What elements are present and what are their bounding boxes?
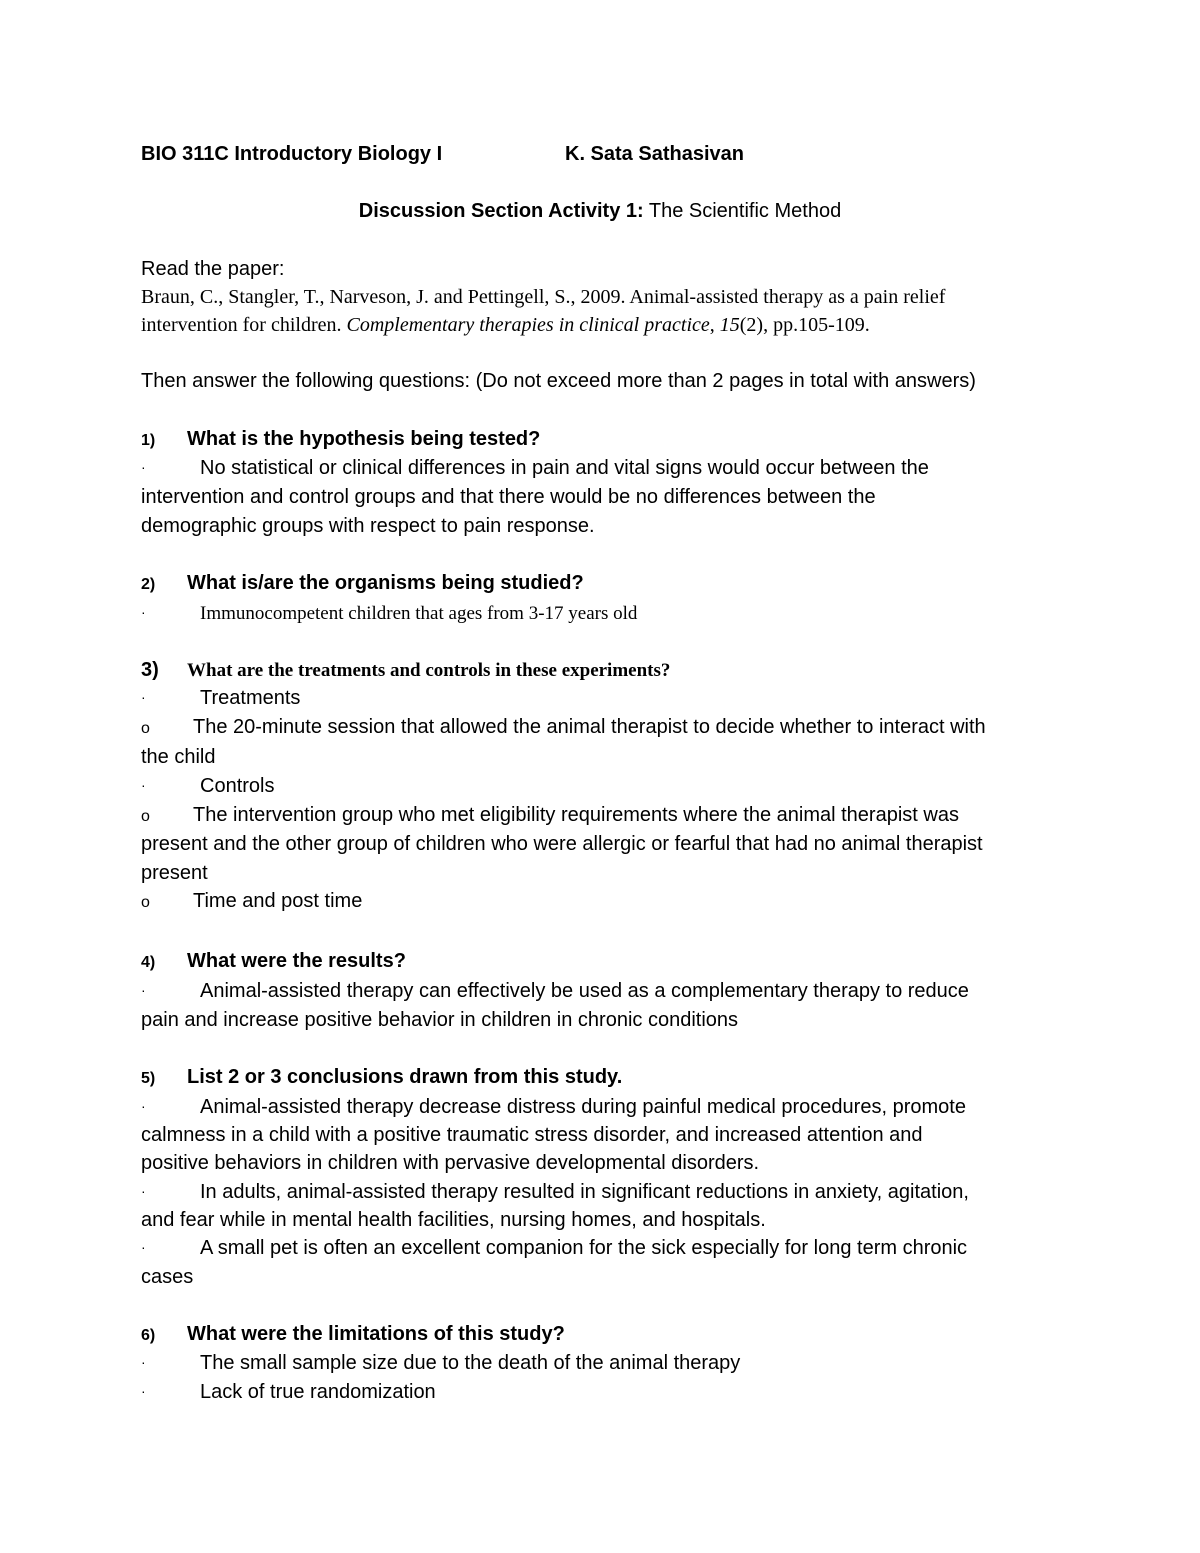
question-number: 3) [141,659,159,681]
bullet-dot: · [141,689,146,705]
question-5 [141,1065,622,1091]
question-text: What were the results? [187,950,406,972]
answer-1-line-3: demographic groups with respect to pain response. [141,515,595,537]
answer-5c-line-1 [141,1236,967,1261]
answer-6a [141,1351,740,1376]
question-number: 5) [141,1070,156,1087]
question-text: List 2 or 3 conclusions drawn from this study. [187,1066,623,1088]
citation-pages: (2), pp.105-109. [739,314,870,336]
question-1 [141,427,540,453]
control-1-line-3: present [141,862,208,884]
bullet-dot: · [141,777,146,793]
answer-6b [141,1380,436,1405]
answer-text: In adults, animal-assisted therapy resulted in significant reductions in anxiety, agitation, [200,1181,969,1203]
activity-title [0,200,1200,223]
bullet-dot: · [141,604,146,620]
citation-line-2 [141,313,870,337]
question-6 [141,1322,565,1348]
question-3 [141,658,670,683]
answer-2-line-1 [141,601,637,626]
bullet-circle: o [141,720,150,737]
answer-5a-line-3: positive behaviors in children with pervasive developmental disorders. [141,1152,760,1174]
bullet-dot: · [141,1239,146,1255]
control-2-line-1 [141,889,362,915]
bullet-circle: o [141,808,150,825]
answer-1-line-1 [141,456,929,481]
answer-text: Animal-assisted therapy decrease distress during painful medical procedures, promote [200,1096,966,1118]
bullet-dot: · [141,459,146,475]
answer-text: Animal-assisted therapy can effectively be used as a complementary therapy to reduce [200,980,969,1002]
bullet-dot: · [141,1098,146,1114]
question-text: What were the limitations of this study? [187,1323,565,1345]
answer-5a-line-1 [141,1095,966,1120]
control-1-line-1 [141,803,959,829]
answer-text: The small sample size due to the death of the animal therapy [200,1352,741,1374]
activity-title-bold: Discussion Section Activity 1: [358,200,644,222]
controls-heading [141,774,274,799]
answer-text: No statistical or clinical differences in pain and vital signs would occur between the [200,457,929,479]
answer-text: The intervention group who met eligibility requirements where the animal therapist was [193,804,959,826]
question-4 [141,949,406,975]
answer-4-line-2: pain and increase positive behavior in children in chronic conditions [141,1009,739,1031]
activity-title-topic: The Scientific Method [643,200,842,222]
citation-line-1: Braun, C., Stangler, T., Narveson, J. and Pettingell, S., 2009. Animal-assisted therapy as a pain relief [141,286,946,308]
answer-text: Immunocompetent children that ages from 3-17 years old [200,603,638,624]
citation-journal: Complementary therapies in clinical practice [346,314,710,336]
citation-volume: 15 [719,314,740,336]
controls-label: Controls [200,775,275,797]
course-title: BIO 311C Introductory Biology I [141,143,443,165]
treatments-label: Treatments [200,687,301,709]
bullet-dot: · [141,1354,146,1370]
question-number: 2) [141,576,156,593]
answer-5a-line-2: calmness in a child with a positive traumatic stress disorder, and increased attention and [141,1124,923,1146]
citation-separator: , [709,314,720,336]
question-text: What is the hypothesis being tested? [187,428,541,450]
bullet-dot: · [141,1383,146,1399]
answer-5b-line-2: and fear while in mental health facilities, nursing homes, and hospitals. [141,1209,766,1231]
answer-text: Time and post time [193,890,363,912]
question-number: 6) [141,1327,156,1344]
treatment-1-line-2: the child [141,746,216,768]
question-2 [141,571,584,597]
answer-text: Lack of true randomization [200,1381,436,1403]
answer-5b-line-1 [141,1180,969,1205]
treatments-heading [141,686,300,711]
bullet-dot: · [141,1183,146,1199]
citation-text: intervention for children. [141,314,347,336]
question-text: What is/are the organisms being studied? [187,572,584,594]
answer-text: The 20-minute session that allowed the animal therapist to decide whether to interact with [193,716,986,738]
question-number: 1) [141,432,156,449]
answer-1-line-2: intervention and control groups and that there would be no differences between the [141,486,876,508]
bullet-dot: · [141,982,146,998]
read-instruction: Read the paper: [141,258,285,280]
answer-instructions: Then answer the following questions: (Do not exceed more than 2 pages in total with answers) [141,370,976,392]
question-number: 4) [141,954,156,971]
instructor-name: K. Sata Sathasivan [565,143,744,165]
answer-text: A small pet is often an excellent companion for the sick especially for long term chronic [200,1237,968,1259]
control-1-line-2: present and the other group of children who were allergic or fearful that had no animal therapist [141,833,983,855]
bullet-circle: o [141,894,150,911]
treatment-1-line-1 [141,715,986,741]
answer-5c-line-2: cases [141,1266,194,1288]
answer-4-line-1 [141,979,969,1004]
question-text: What are the treatments and controls in these experiments? [187,660,671,681]
